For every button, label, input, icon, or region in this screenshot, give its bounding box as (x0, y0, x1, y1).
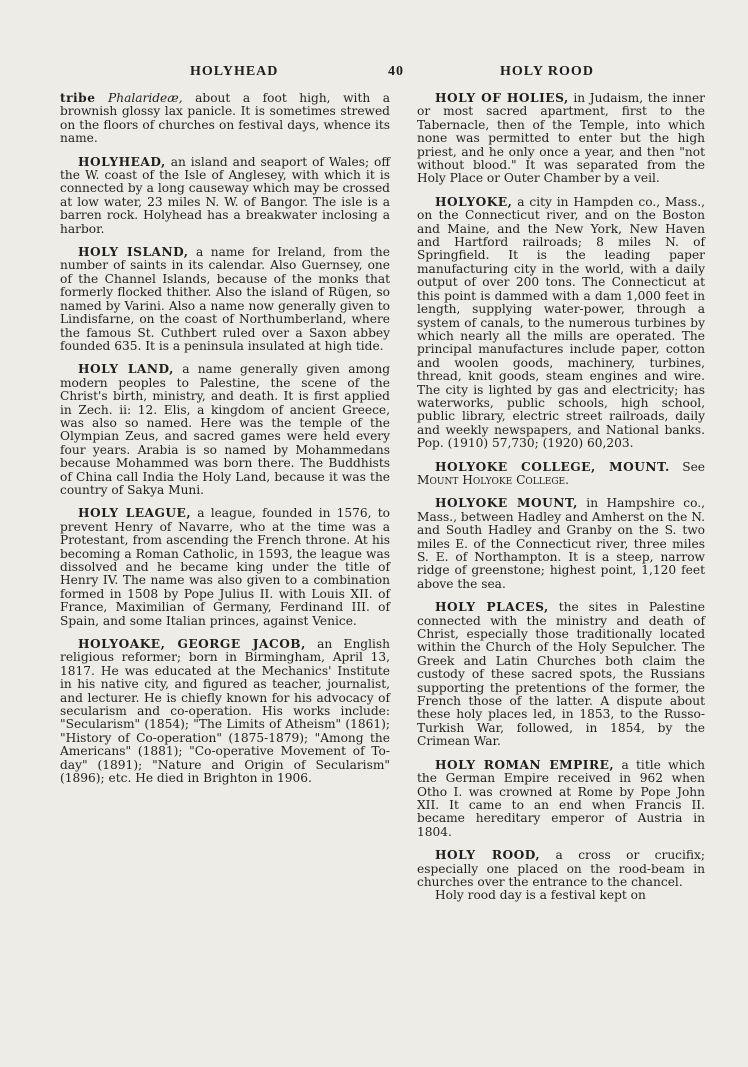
left-column (60, 92, 390, 796)
entry-holy-roman-empire: HOLY ROMAN EMPIRE, a title which the German Empire received in 962 when Otho I. was crowned at Rome by Pope John XII. It came to an end when Francis II. became hereditary emperor of Austria in 1804. (417, 757, 706, 839)
entry-holy-rood-day: Holy rood day is a festival kept on (435, 888, 646, 903)
cross-reference: Mount Holyoke College. (417, 472, 569, 487)
entry-holy-of-holies: HOLY OF HOLIES, in Judaism, the inner or most sacred apartment, first to the Tabernacle, then of the Temple, into which none was permitted to enter but the high priest, and he only once a year, and then "not without blood." It was separated from the Holy Place or Outer Chamber by a veil. (417, 91, 705, 186)
entry-holy-land: HOLY LAND, a name generally given among modern peoples to Palestine, the scene of the Christ's birth, ministry, and death. It is first applied in Zech. ii: 12. Elis, a kingdom of ancient Greece, was also so named. Here was the temple of the Olympian Zeus, and sacred games were held every four years. Arabia is so named by Mohammedans because Mohammed was born there. The Buddhists of China call India the Holy Land, because it was the country of Sakya Muni. (60, 362, 391, 497)
header-right-guide-word: HOLY ROOD (500, 64, 594, 79)
right-column (417, 92, 705, 913)
entry-holy-places: HOLY PLACES, the sites in Palestine connected with the ministry and death of Christ, especially those traditionally located within the Church of the Holy Sepulcher. The Greek and Latin Churches both claim the custody of these sacred spots, the Russians supporting the pretentions of the former, the French those of the latter. A dispute about these holy places led, in 1853, to the Russo-Turkish War, followed, in 1854, by the Crimean War. (417, 600, 705, 749)
page-number: 40 (388, 64, 404, 79)
entry-holyoke-college: HOLYOKE COLLEGE, MOUNT. See Mount Holyoke College. (417, 459, 705, 487)
entry-holy-league: HOLY LEAGUE, a league, founded in 1576, to prevent Henry of Navarre, who at the time was a Protestant, from ascending the French throne. At his becoming a Roman Catholic, in 1593, the league was dissolved and he became king under the title of Henry IV. The name was also given to a combination formed in 1508 by Pope Julius II. with Louis XII. of France, Maximilian of Germany, Ferdinand III. of Spain, and some Italian princes, against Venice. (60, 506, 390, 628)
header-left-guide-word: HOLYHEAD (190, 64, 279, 79)
running-header (0, 64, 748, 84)
entry-holyoke: HOLYOKE, a city in Hampden co., Mass., on the Connecticut river, and on the Boston and Maine, and the New York, New Haven and Hartford railroads; 8 miles N. of Springfield. It is the leading paper manufacturing city in the world, with a daily output of over 200 tons. The Connecticut at this point is dammed with a dam 1,000 feet in length, supplying water-power, through a system of canals, to the numerous turbines by which nearly all the mills are operated. The principal manufactures include paper, cotton and woolen goods, machinery, turbines, thread, knit goods, steam engines and wire. The city is lighted by gas and electricity; has waterworks, public schools, high school, public library, electric street railroads, daily and weekly newspapers, and National banks. Pop. (1910) 57,730; (1920) 60,203. (417, 194, 705, 451)
entry-holyoke-mount: HOLYOKE MOUNT, in Hampshire co., Mass., between Hadley and Amherst on the N. and South Hadley and Granby on the S. two miles E. of the Connecticut river, three miles S. E. of Northampton. It is a steep, narrow ridge of greenstone; highest point, 1,120 feet above the sea. (417, 496, 706, 591)
entry-continuation: tribe Phalarideæ, about a foot high, with a brownish glossy lax panicle. It is sometimes strewed on the floors of churches on festival days, whence its name. (60, 91, 390, 146)
entry-holyoake-george-jacob: HOLYOAKE, GEORGE JACOB, an English religious reformer; born in Birmingham, April 13, 1817. He was educated at the Mechanics' Institute in his native city, and figured as teacher, journalist, and lecturer. He is chiefly known for his advocacy of secularism and co-operation. His works include: "Secularism" (1854); "The Limits of Atheism" (1861); "History of Co-operation" (1875-1879); "Among the Americans" (1881); "Co-operative Movement of To-day" (1891); "Nature and Origin of Secularism" (1896); etc. He died in Brighton in 1906. (60, 637, 390, 786)
entry-holy-rood: HOLY ROOD, a cross or crucifix; especially one placed on the rood-beam in churches over the entrance to the chancel. (417, 848, 705, 889)
entry-holy-island: HOLY ISLAND, a name for Ireland, from the number of saints in its calendar. Also Guernsey, one of the Channel Islands, because of the monks that formerly flocked thither. Also the island of Rügen, so named by Varini. Also a name now generally given to Lindisfarne, on the coast of Northumberland, where the famous St. Cuthbert ruled over a Saxon abbey founded 635. It is a peninsula insulated at high tide. (60, 245, 390, 353)
entry-holyhead: HOLYHEAD, an island and seaport of Wales; off the W. coast of the Isle of Anglesey, with which it is connected by a long causeway which may be crossed at low water, 23 miles N. W. of Bangor. The isle is a barren rock. Holyhead has a breakwater inclosing a harbor. (60, 154, 390, 236)
